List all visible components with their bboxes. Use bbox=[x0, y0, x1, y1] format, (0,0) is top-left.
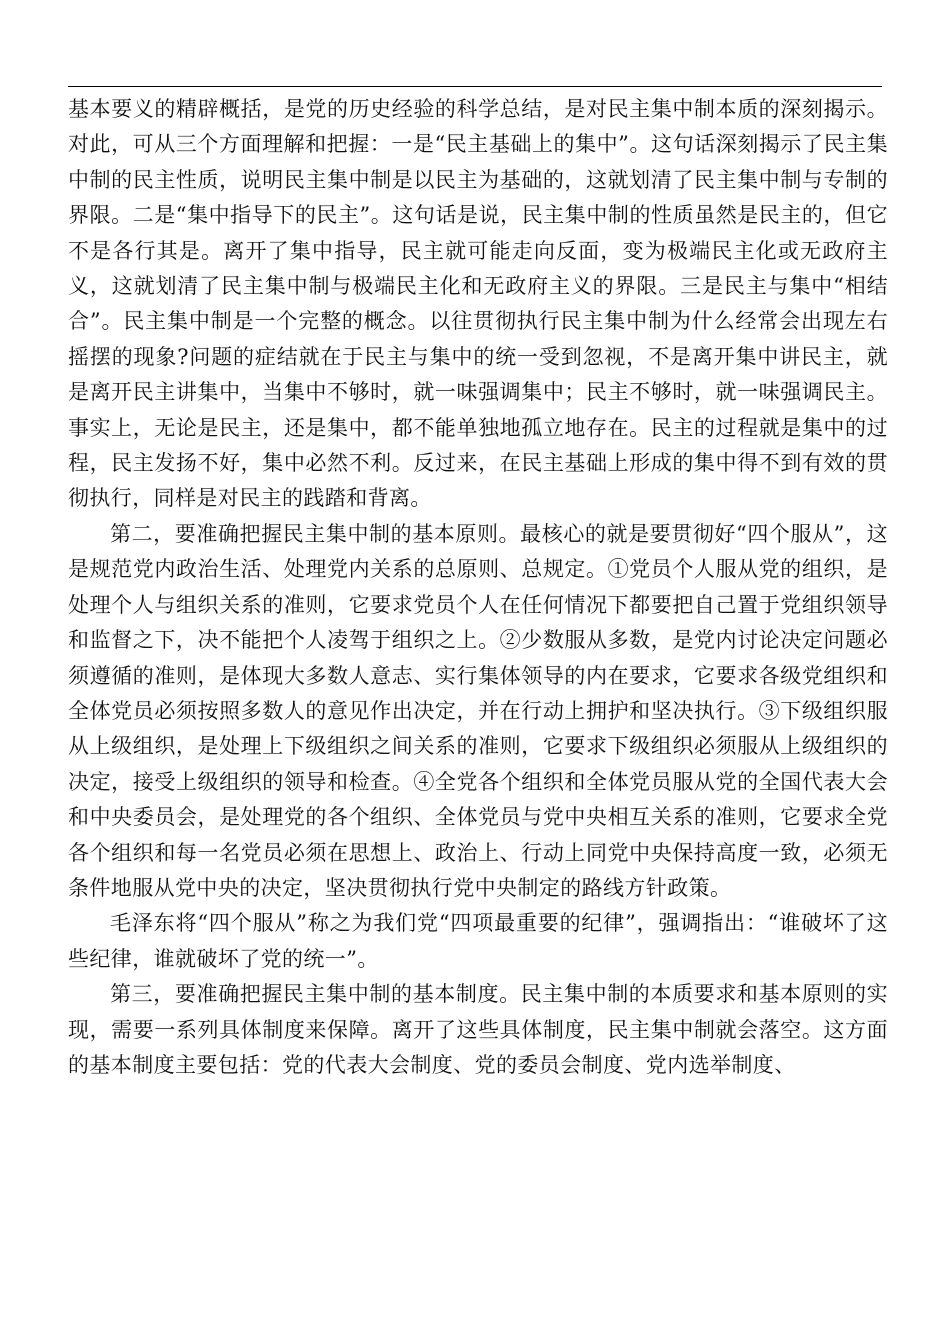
paragraph-second-principles: 第二，要准确把握民主集中制的基本原则。最核心的就是要贯彻好“四个服从”，这是规范党内政治生活、处理党内关系的总原则、总规定。①党员个人服从党的组织，是处理个人与组织关系的准则，它要求党员个人在任何情况下都要把自己置于党组织领导和监督之下，决不能把个人凌驾于组织之上。②少数服从多数，是党内讨论决定问题必须遵循的准则，是体现大多数人意志、实行集体领导的内在要求，它要求各级党组织和全体党员必须按照多数人的意见作出决定，并在行动上拥护和坚决执行。③下级组织服从上级组织，是处理上下级组织之间关系的准则，它要求下级组织必须服从上级组织的决定，接受上级组织的领导和检查。④全党各个组织和全体党员服从党的全国代表大会和中央委员会，是处理党的各个组织、全体党员与党中央相互关系的准则，它要求全党各个组织和每一名党员必须在思想上、政治上、行动上同党中央保持高度一致，必须无条件地服从党中央的决定，坚决贯彻执行党中央制定的路线方针政策。 bbox=[68, 521, 888, 900]
paragraph-third-system: 第三，要准确把握民主集中制的基本制度。民主集中制的本质要求和基本原则的实现，需要一系列具体制度来保障。离开了这些具体制度，民主集中制就会落空。这方面的基本制度主要包括：党的代表大会制度、党的委员会制度、党内选举制度、 bbox=[68, 982, 888, 1077]
document-body bbox=[68, 92, 888, 1083]
paragraph-continuation: 基本要义的精辟概括，是党的历史经验的科学总结，是对民主集中制本质的深刻揭示。对此，可从三个方面理解和把握：一是“民主基础上的集中”。这句话深刻揭示了民主集中制的民主性质，说明民主集中制是以民主为基础的，这就划清了民主集中制与专制的界限。二是“集中指导下的民主”。这句话是说，民主集中制的性质虽然是民主的，但它不是各行其是。离开了集中指导，民主就可能走向反面，变为极端民主化或无政府主义，这就划清了民主集中制与极端民主化和无政府主义的界限。三是民主与集中“相结合”。民主集中制是一个完整的概念。以往贯彻执行民主集中制为什么经常会出现左右摇摆的现象?问题的症结就在于民主与集中的统一受到忽视，不是离开集中讲民主，就是离开民主讲集中，当集中不够时，就一味强调集中；民主不够时，就一味强调民主。事实上，无论是民主，还是集中，都不能单独地孤立地存在。民主的过程就是集中的过程，民主发扬不好，集中必然不利。反过来，在民主基础上形成的集中得不到有效的贯彻执行，同样是对民主的践踏和背离。 bbox=[68, 97, 888, 511]
header-rule bbox=[68, 86, 882, 87]
paragraph-mao-quote: 毛泽东将“四个服从”称之为我们党“四项最重要的纪律”，强调指出：“谁破坏了这些纪律，谁就破坏了党的统一”。 bbox=[68, 911, 888, 971]
